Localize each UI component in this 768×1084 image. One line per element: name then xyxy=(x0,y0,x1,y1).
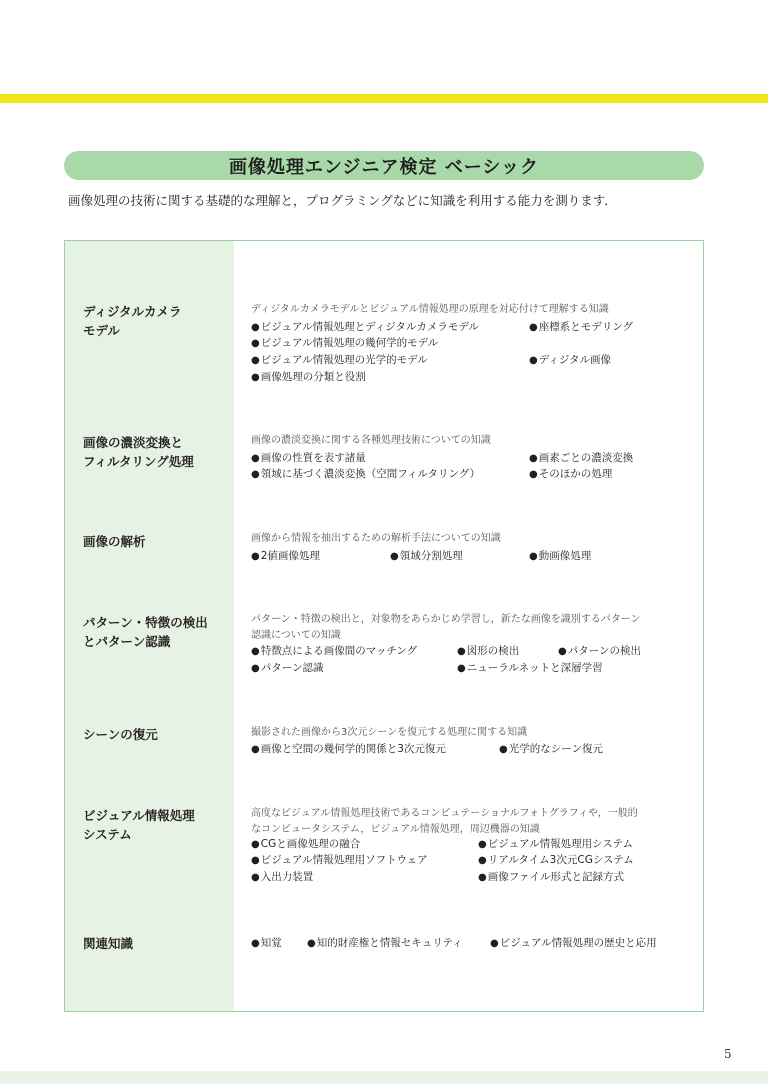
list-item-label: パターンの検出 xyxy=(567,645,642,657)
list-item-label: 特徴点による画像間のマッチング xyxy=(260,645,418,657)
bullet-icon: ● xyxy=(529,322,538,333)
section-description-line: 認識についての知識 xyxy=(251,630,341,641)
section-description xyxy=(251,725,671,741)
list-item-label: ディジタル画像 xyxy=(538,354,611,366)
list-item-label: 知覚 xyxy=(260,937,282,949)
list-item xyxy=(457,660,603,677)
list-item-label: ビジュアル情報処理の光学的モデル xyxy=(260,354,428,366)
section-title-line: パターン・特徴の検出 xyxy=(83,615,208,630)
list-item-label: 画素ごとの濃淡変換 xyxy=(538,452,634,464)
list-item-label: そのほかの処理 xyxy=(538,468,613,480)
bullet-icon: ● xyxy=(251,372,260,383)
list-item xyxy=(251,466,480,483)
list-item-label: ビジュアル情報処理用システム xyxy=(487,838,634,850)
section-description-line: 画像の濃淡変換に関する各種処理技術についての知識 xyxy=(251,435,491,446)
bullet-icon: ● xyxy=(251,855,260,866)
section-description-line: パターン・特徴の検出と，対象物をあらかじめ学習し，新たな画像を識別するパターン xyxy=(251,614,641,625)
list-item xyxy=(457,643,519,660)
bullet-icon: ● xyxy=(251,551,260,562)
list-item xyxy=(251,548,320,565)
section-description xyxy=(251,806,671,838)
list-item xyxy=(251,352,428,369)
list-item xyxy=(478,852,634,869)
list-item-label: 知的財産権と情報セキュリティ xyxy=(316,937,463,949)
list-item xyxy=(251,935,282,952)
bullet-icon: ● xyxy=(251,646,260,657)
list-item xyxy=(499,741,603,758)
section-title xyxy=(83,934,223,953)
section-title-line: とパターン認識 xyxy=(83,634,171,649)
list-item xyxy=(251,660,324,677)
list-item-label: 座標系とモデリング xyxy=(538,321,634,333)
list-item xyxy=(251,741,446,758)
section-description-line: ディジタルカメラモデルとビジュアル情報処理の原理を対応付けて理解する知識 xyxy=(251,304,609,315)
bullet-icon: ● xyxy=(558,646,567,657)
list-item-label: ビジュアル情報処理の歴史と応用 xyxy=(499,937,657,949)
list-item-label: ビジュアル情報処理とディジタルカメラモデル xyxy=(260,321,479,333)
list-item xyxy=(251,335,438,352)
bullet-icon: ● xyxy=(390,551,399,562)
list-item-label: ビジュアル情報処理用ソフトウェア xyxy=(260,854,428,866)
section-title xyxy=(83,532,223,551)
yellow-header-band xyxy=(0,94,768,103)
section-title-line: システム xyxy=(83,827,132,842)
list-item-label: 画像の性質を表す諸量 xyxy=(260,452,366,464)
bullet-icon: ● xyxy=(490,938,499,949)
bullet-icon: ● xyxy=(251,663,260,674)
bullet-icon: ● xyxy=(529,355,538,366)
list-item xyxy=(490,935,657,952)
page-number: 5 xyxy=(724,1047,732,1061)
list-item-label: ニューラルネットと深層学習 xyxy=(466,662,603,674)
bullet-icon: ● xyxy=(529,469,538,480)
bullet-icon: ● xyxy=(307,938,316,949)
bullet-icon: ● xyxy=(251,938,260,949)
list-item-label: ビジュアル情報処理の幾何学的モデル xyxy=(260,337,439,349)
section-description xyxy=(251,531,671,547)
list-item-label: 画像処理の分類と役割 xyxy=(260,371,366,383)
list-item xyxy=(529,548,591,565)
bullet-icon: ● xyxy=(499,744,508,755)
section-title-line: 画像の解析 xyxy=(83,534,146,549)
section-title xyxy=(83,806,223,844)
list-item xyxy=(558,643,641,660)
bullet-icon: ● xyxy=(457,663,466,674)
list-item xyxy=(478,836,633,853)
section-title-line: シーンの復元 xyxy=(83,727,158,742)
section-title xyxy=(83,725,223,744)
bullet-icon: ● xyxy=(251,744,260,755)
bullet-icon: ● xyxy=(251,469,260,480)
list-item xyxy=(307,935,463,952)
list-item xyxy=(251,450,366,467)
section-title-line: 画像の濃淡変換と xyxy=(83,435,184,450)
bullet-icon: ● xyxy=(457,646,466,657)
section-description-line: 撮影された画像から3次元シーンを復元する処理に関する知識 xyxy=(251,727,528,738)
list-item xyxy=(251,369,366,386)
bullet-icon: ● xyxy=(529,453,538,464)
syllabus-table xyxy=(64,240,704,1012)
list-item-label: 画像ファイル形式と記録方式 xyxy=(487,871,625,883)
section-title-line: 関連知識 xyxy=(83,936,134,951)
list-item xyxy=(478,869,624,886)
list-item-label: 動画像処理 xyxy=(538,550,592,562)
list-item xyxy=(251,836,360,853)
list-item xyxy=(251,319,479,336)
list-item xyxy=(251,643,417,660)
bullet-icon: ● xyxy=(251,839,260,850)
bullet-icon: ● xyxy=(478,872,487,883)
section-title-line: ディジタルカメラ xyxy=(83,304,182,319)
list-item xyxy=(390,548,463,565)
footer-band xyxy=(0,1071,768,1084)
list-item-label: 画像と空間の幾何学的関係と3次元復元 xyxy=(260,743,446,755)
section-description xyxy=(251,302,671,318)
section-title xyxy=(83,302,223,340)
bullet-icon: ● xyxy=(251,355,260,366)
page-title: 画像処理エンジニア検定 ベーシック xyxy=(64,151,704,180)
section-title-line: フィルタリング処理 xyxy=(83,454,194,469)
bullet-icon: ● xyxy=(251,322,260,333)
list-item-label: リアルタイム3次元CGシステム xyxy=(487,854,634,866)
section-description-line: 画像から情報を抽出するための解析手法についての知識 xyxy=(251,533,501,544)
section-description-line: なコンピュータシステム，ビジュアル情報処理，周辺機器の知識 xyxy=(251,824,540,835)
bullet-icon: ● xyxy=(251,872,260,883)
list-item xyxy=(529,319,633,336)
list-item-label: 入出力装置 xyxy=(260,871,314,883)
section-title xyxy=(83,433,223,471)
list-item xyxy=(251,852,428,869)
list-item-label: 領域分割処理 xyxy=(399,550,463,562)
list-item-label: 光学的なシーン復元 xyxy=(508,743,604,755)
section-title-line: ビジュアル情報処理 xyxy=(83,808,195,823)
bullet-icon: ● xyxy=(478,839,487,850)
list-item xyxy=(529,450,633,467)
section-description-line: 高度なビジュアル情報処理技術であるコンピュテーショナルフォトグラフィや，一般的 xyxy=(251,808,638,819)
list-item xyxy=(529,466,612,483)
list-item-label: 図形の検出 xyxy=(466,645,520,657)
list-item xyxy=(251,869,313,886)
bullet-icon: ● xyxy=(478,855,487,866)
section-title xyxy=(83,613,223,651)
list-item-label: CGと画像処理の融合 xyxy=(260,838,361,850)
section-title-line: モデル xyxy=(83,323,120,338)
bullet-icon: ● xyxy=(251,453,260,464)
section-description xyxy=(251,433,671,449)
bullet-icon: ● xyxy=(251,338,260,349)
list-item-label: 領域に基づく濃淡変換（空間フィルタリング） xyxy=(260,468,481,480)
list-item xyxy=(529,352,611,369)
section-description xyxy=(251,612,671,644)
page-subtitle: 画像処理の技術に関する基礎的な理解と，プログラミングなどに知識を利用する能力を測ります． xyxy=(68,193,617,208)
bullet-icon: ● xyxy=(529,551,538,562)
list-item-label: 2値画像処理 xyxy=(260,550,320,562)
list-item-label: パターン認識 xyxy=(260,662,324,674)
